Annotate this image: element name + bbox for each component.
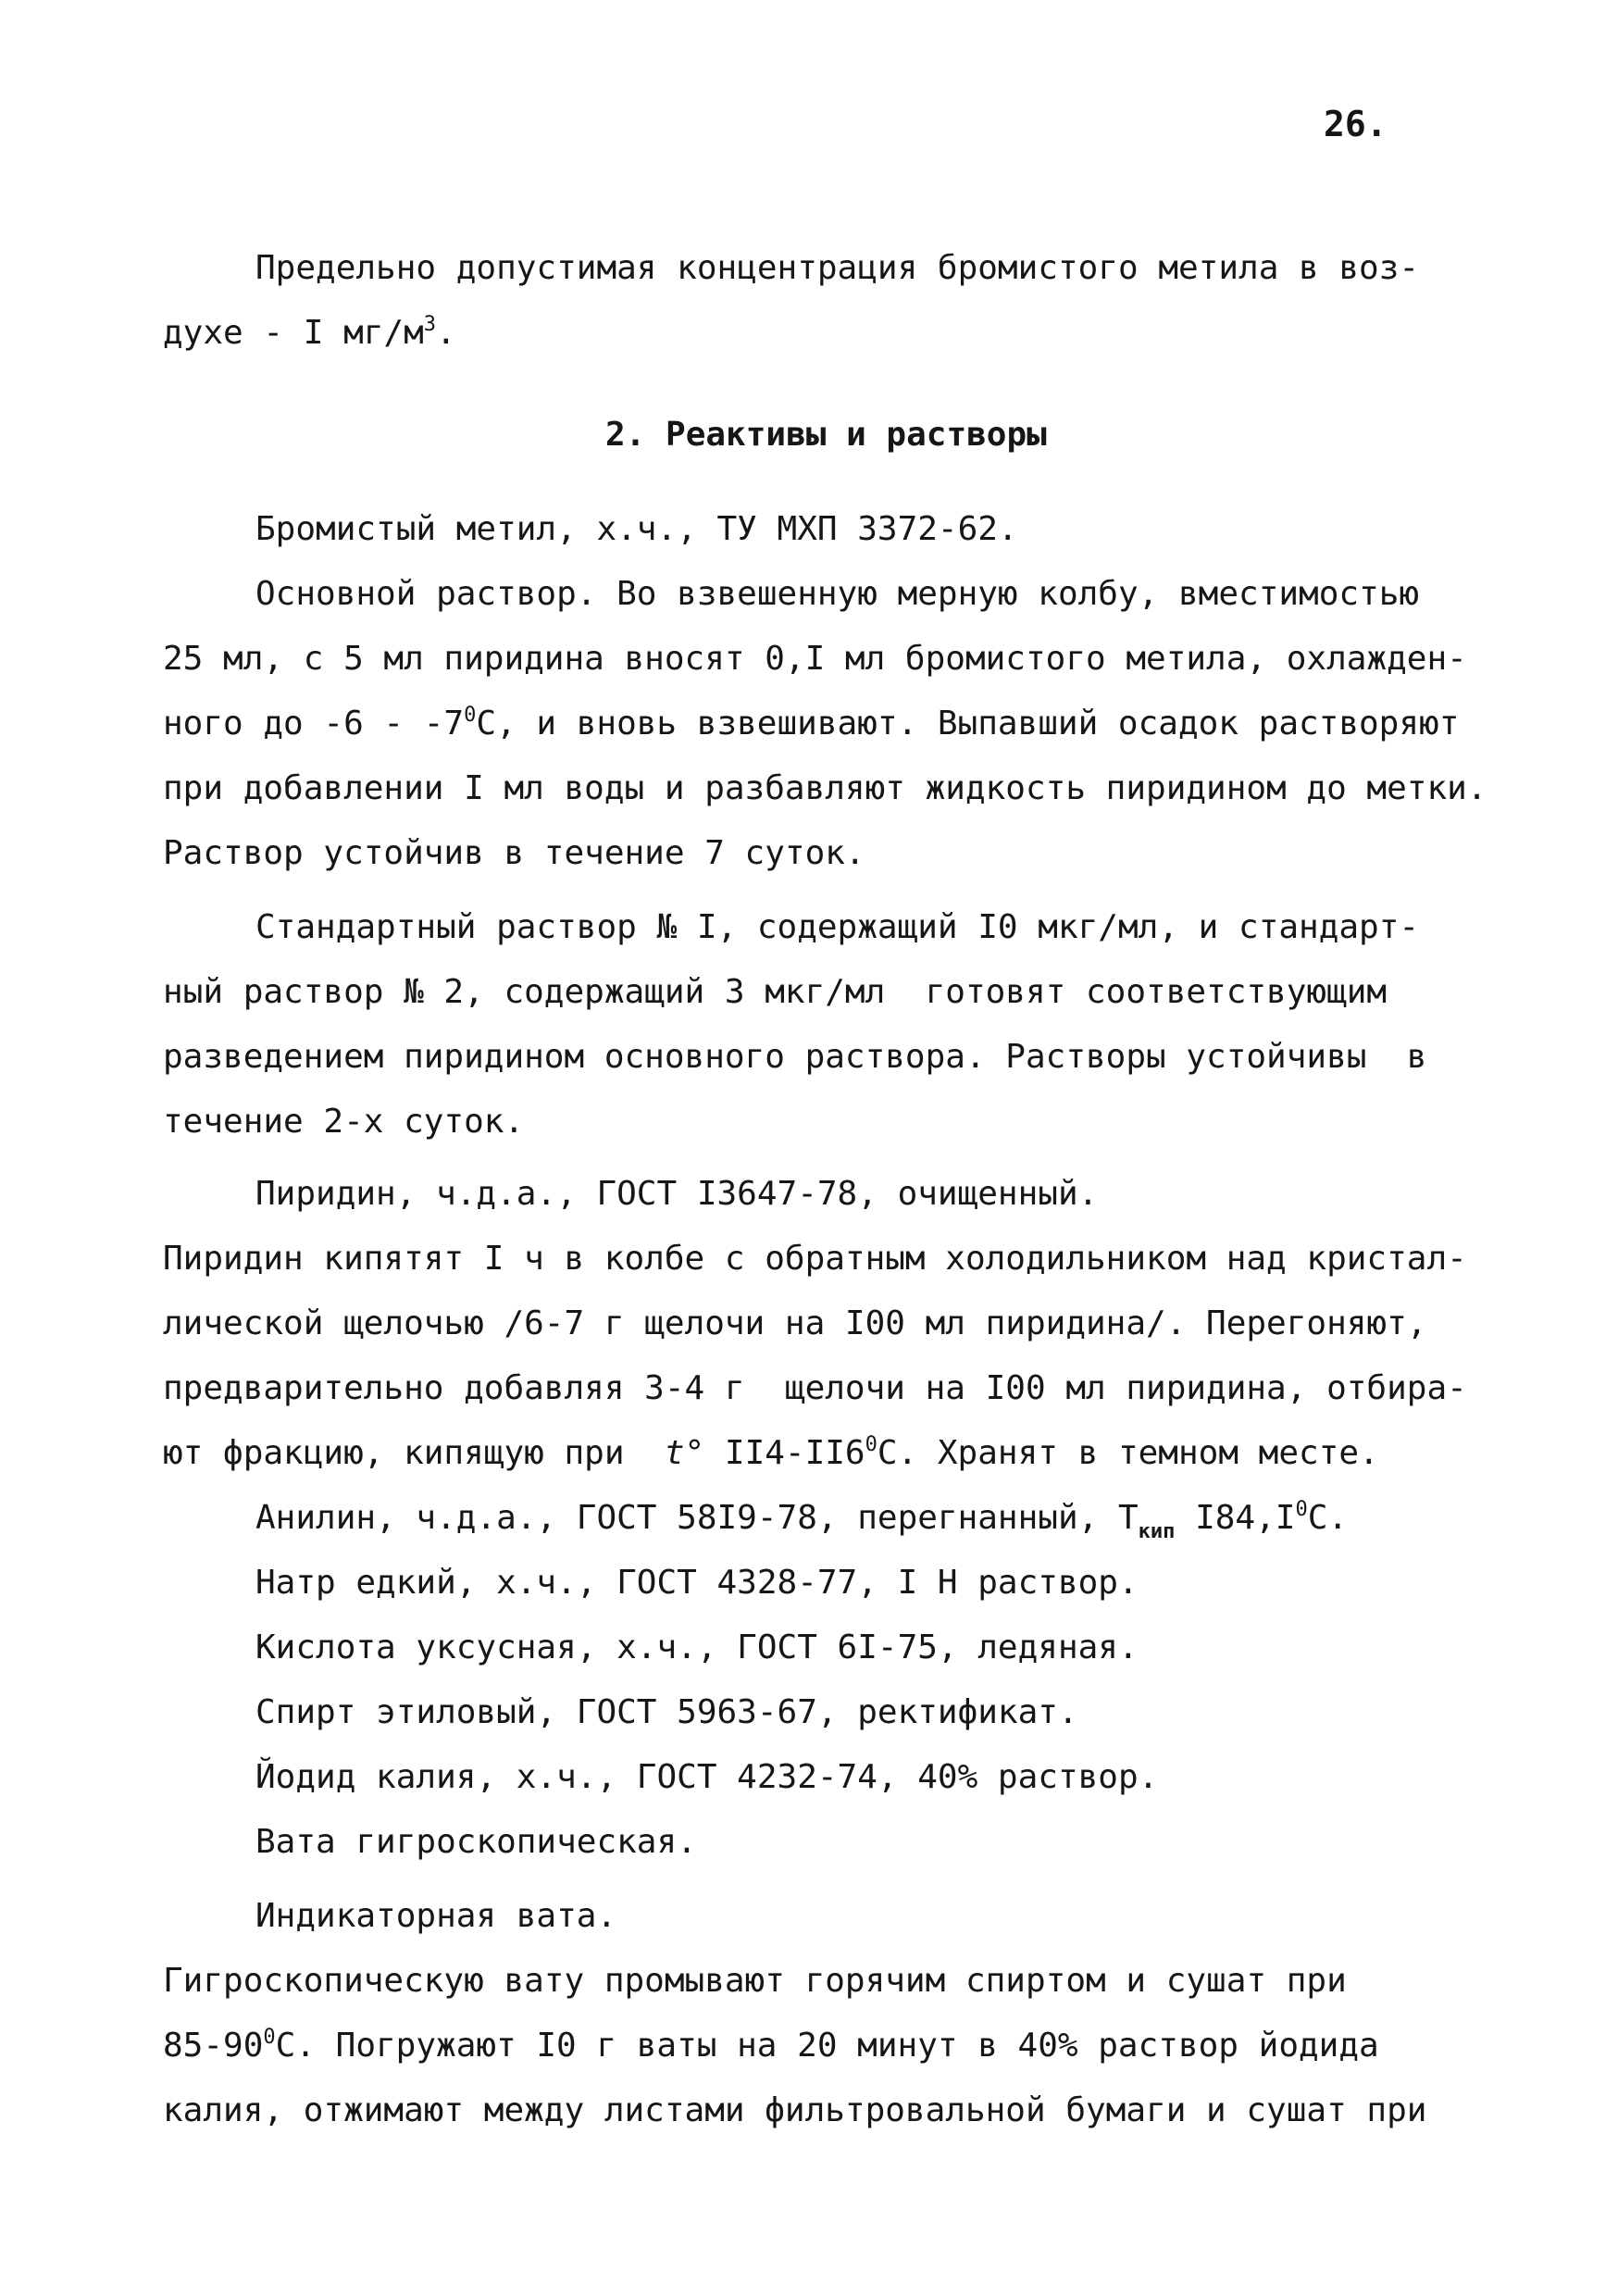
text-line: ют фракцию, кипящую при t° $II4-II6^0С$. Хранят в темном месте. bbox=[163, 1433, 1379, 1472]
text-line: Натр едкий, х.ч., ГОСТ 4328-77, I Н раствор. bbox=[255, 1564, 1139, 1602]
text-line: разведением пиридином основного раствора. Растворы устойчивы в bbox=[163, 1038, 1427, 1076]
text-line: Пиридин кипятят I ч в колбе с обратным холодильником над кристал- bbox=[163, 1240, 1467, 1278]
text-line: Анилин, ч.д.а., ГОСТ 58I9-78, перегнанный, $Т_{кип}$ $I84,I^0С$. bbox=[255, 1498, 1349, 1543]
text-line: Предельно допустимая концентрация бромистого метила в воз- bbox=[255, 249, 1420, 287]
text-line: 25 мл, с 5 мл пиридина вносят 0,I мл бромистого метила, охлажден- bbox=[163, 640, 1467, 678]
text-line: Гигроскопическую вату промывают горячим спиртом и сушат при bbox=[163, 1962, 1347, 2000]
text-line: Индикаторная вата. bbox=[255, 1897, 617, 1935]
text-line: Пиридин, ч.д.а., ГОСТ I3647-78, очищенный. bbox=[255, 1175, 1099, 1213]
text-line: $85-90^0С$. Погружают I0 г ваты на 20 минут в 40% раствор йодида bbox=[163, 2026, 1379, 2065]
text-line: предварительно добавляя 3-4 г щелочи на I00 мл пиридина, отбира- bbox=[163, 1369, 1467, 1407]
text-line: при добавлении I мл воды и разбавляют жидкость пиридином до метки. bbox=[163, 769, 1487, 807]
text-line: Раствор устойчив в течение 7 суток. bbox=[163, 834, 865, 872]
text-line: Бромистый метил, х.ч., ТУ МХП 3372-62. bbox=[255, 510, 1018, 548]
text-line: ного до $-6 - -7^0С$, и вновь взвешивают. Выпавший осадок растворяют bbox=[163, 704, 1460, 742]
text-line: Вата гигроскопическая. bbox=[255, 1823, 697, 1861]
text-line: Йодид калия, х.ч., ГОСТ 4232-74, 40% раствор. bbox=[255, 1758, 1159, 1796]
text-line: ный раствор № 2, содержащий 3 мкг/мл готовят соответствующим bbox=[163, 973, 1388, 1011]
text-line: калия, отжимают между листами фильтровальной бумаги и сушат при bbox=[163, 2091, 1427, 2129]
text-line: Основной раствор. Во взвешенную мерную колбу, вместимостью bbox=[255, 575, 1420, 613]
section-heading: 2. Реактивы и растворы bbox=[605, 416, 1047, 454]
text-line: течение 2-х суток. bbox=[163, 1103, 525, 1141]
text-line: лической щелочью /6-7 г щелочи на I00 мл пиридина/. Перегоняют, bbox=[163, 1304, 1427, 1342]
text-line: Спирт этиловый, ГОСТ 5963-67, ректификат. bbox=[255, 1693, 1078, 1731]
text-line: духе - I $мг/м^3$. bbox=[163, 313, 456, 352]
text-line: Стандартный раствор № I, содержащий I0 мкг/мл, и стандарт- bbox=[255, 908, 1420, 946]
page-number: 26. bbox=[1324, 104, 1388, 144]
text-line: Кислота уксусная, х.ч., ГОСТ 6I-75, ледяная. bbox=[255, 1628, 1139, 1666]
